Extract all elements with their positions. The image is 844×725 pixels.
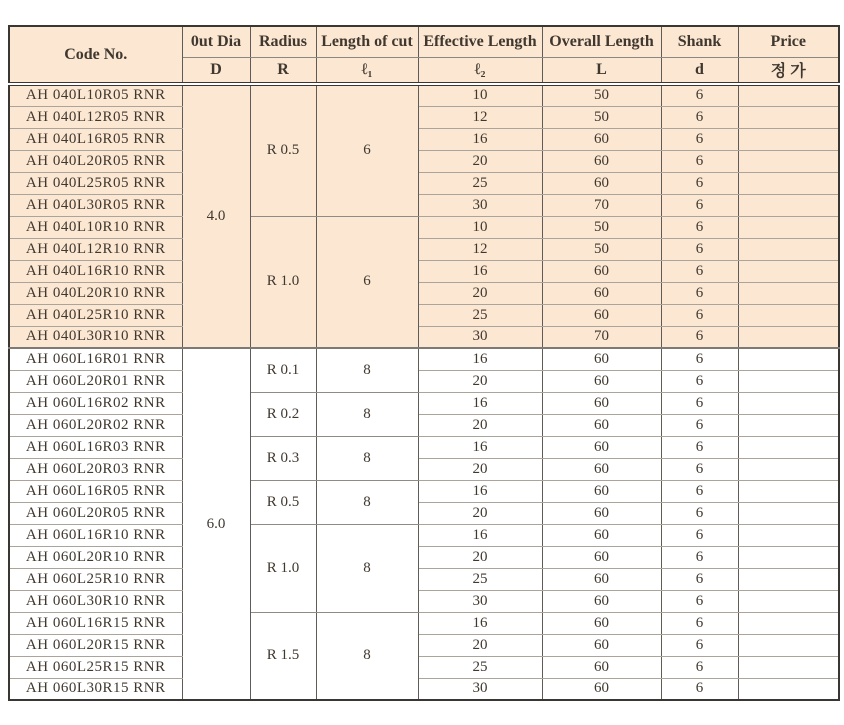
code-cell: AH 040L16R10 RNR	[9, 260, 182, 282]
subheader-radius-r: R	[250, 57, 316, 84]
overall-length-cell: 60	[542, 348, 661, 370]
price-cell	[738, 678, 839, 700]
code-cell: AH 040L12R05 RNR	[9, 106, 182, 128]
price-cell	[738, 436, 839, 458]
price-cell	[738, 238, 839, 260]
code-cell: AH 060L25R15 RNR	[9, 656, 182, 678]
table-row	[9, 414, 839, 436]
shank-cell: 6	[661, 194, 738, 216]
effective-length-cell: 16	[418, 612, 542, 634]
price-cell	[738, 326, 839, 348]
table-row	[9, 656, 839, 678]
effective-length-cell: 20	[418, 282, 542, 304]
shank-cell: 6	[661, 84, 738, 106]
overall-length-cell: 60	[542, 612, 661, 634]
effective-length-cell: 16	[418, 436, 542, 458]
table-row	[9, 172, 839, 194]
table-row	[9, 436, 839, 458]
table-header	[9, 26, 839, 84]
shank-cell: 6	[661, 282, 738, 304]
price-cell	[738, 172, 839, 194]
effective-length-cell: 20	[418, 370, 542, 392]
subheader-price-korean: 정 가	[738, 57, 839, 84]
overall-length-cell: 60	[542, 436, 661, 458]
effective-length-cell: 10	[418, 216, 542, 238]
shank-cell: 6	[661, 612, 738, 634]
price-cell	[738, 128, 839, 150]
code-cell: AH 040L30R10 RNR	[9, 326, 182, 348]
code-cell: AH 060L20R05 RNR	[9, 502, 182, 524]
effective-length-cell: 16	[418, 524, 542, 546]
out-dia-cell: 6.0	[182, 348, 250, 700]
code-cell: AH 060L20R15 RNR	[9, 634, 182, 656]
header-price: Price	[738, 26, 839, 57]
effective-length-cell: 16	[418, 348, 542, 370]
shank-cell: 6	[661, 634, 738, 656]
table-row	[9, 128, 839, 150]
code-cell: AH 040L25R05 RNR	[9, 172, 182, 194]
header-overall-length: Overall Length	[542, 26, 661, 57]
radius-cell: R 0.5	[250, 480, 316, 524]
header-code-no: Code No.	[9, 26, 182, 84]
overall-length-cell: 60	[542, 656, 661, 678]
price-cell	[738, 282, 839, 304]
shank-cell: 6	[661, 546, 738, 568]
subheader-diameter-d: D	[182, 57, 250, 84]
effective-length-cell: 16	[418, 480, 542, 502]
effective-length-cell: 25	[418, 172, 542, 194]
effective-length-cell: 20	[418, 502, 542, 524]
price-cell	[738, 568, 839, 590]
price-cell	[738, 304, 839, 326]
code-cell: AH 040L25R10 RNR	[9, 304, 182, 326]
shank-cell: 6	[661, 370, 738, 392]
price-cell	[738, 348, 839, 370]
cut-length-cell: 8	[316, 348, 418, 392]
overall-length-cell: 60	[542, 634, 661, 656]
overall-length-cell: 60	[542, 370, 661, 392]
overall-length-cell: 60	[542, 414, 661, 436]
price-cell	[738, 392, 839, 414]
code-cell: AH 040L20R10 RNR	[9, 282, 182, 304]
table-row	[9, 282, 839, 304]
price-cell	[738, 106, 839, 128]
effective-length-cell: 25	[418, 656, 542, 678]
cut-length-cell: 8	[316, 392, 418, 436]
table-row	[9, 84, 839, 106]
header-radius: Radius	[250, 26, 316, 57]
table-body	[9, 84, 839, 700]
price-cell	[738, 612, 839, 634]
code-cell: AH 060L16R10 RNR	[9, 524, 182, 546]
effective-length-cell: 30	[418, 194, 542, 216]
table-row	[9, 634, 839, 656]
code-cell: AH 060L30R15 RNR	[9, 678, 182, 700]
table-row	[9, 502, 839, 524]
shank-cell: 6	[661, 260, 738, 282]
table-row	[9, 326, 839, 348]
shank-cell: 6	[661, 656, 738, 678]
overall-length-cell: 60	[542, 590, 661, 612]
radius-cell: R 1.0	[250, 216, 316, 348]
price-cell	[738, 546, 839, 568]
overall-length-cell: 60	[542, 546, 661, 568]
effective-length-cell: 20	[418, 634, 542, 656]
shank-cell: 6	[661, 414, 738, 436]
effective-length-cell: 16	[418, 392, 542, 414]
shank-cell: 6	[661, 304, 738, 326]
overall-length-cell: 60	[542, 128, 661, 150]
overall-length-cell: 60	[542, 304, 661, 326]
cut-length-cell: 8	[316, 480, 418, 524]
catalog-table	[8, 25, 840, 701]
shank-cell: 6	[661, 238, 738, 260]
table-row	[9, 106, 839, 128]
code-cell: AH 060L16R02 RNR	[9, 392, 182, 414]
overall-length-cell: 70	[542, 326, 661, 348]
overall-length-cell: 60	[542, 172, 661, 194]
effective-length-cell: 20	[418, 458, 542, 480]
cut-length-cell: 8	[316, 436, 418, 480]
overall-length-cell: 60	[542, 524, 661, 546]
overall-length-cell: 60	[542, 392, 661, 414]
radius-cell: R 0.2	[250, 392, 316, 436]
code-cell: AH 060L16R15 RNR	[9, 612, 182, 634]
subheader-cut-l1: ℓ₁	[316, 57, 418, 84]
shank-cell: 6	[661, 216, 738, 238]
table-row	[9, 568, 839, 590]
effective-length-cell: 16	[418, 260, 542, 282]
table-row	[9, 238, 839, 260]
code-cell: AH 060L16R01 RNR	[9, 348, 182, 370]
price-cell	[738, 590, 839, 612]
table-row	[9, 480, 839, 502]
overall-length-cell: 50	[542, 238, 661, 260]
radius-cell: R 0.3	[250, 436, 316, 480]
code-cell: AH 040L16R05 RNR	[9, 128, 182, 150]
subheader-shank-d: d	[661, 57, 738, 84]
overall-length-cell: 60	[542, 150, 661, 172]
code-cell: AH 060L16R03 RNR	[9, 436, 182, 458]
price-cell	[738, 260, 839, 282]
shank-cell: 6	[661, 392, 738, 414]
price-cell	[738, 216, 839, 238]
code-cell: AH 060L20R03 RNR	[9, 458, 182, 480]
table-row	[9, 678, 839, 700]
price-cell	[738, 414, 839, 436]
radius-cell: R 0.5	[250, 84, 316, 216]
table-row	[9, 458, 839, 480]
code-cell: AH 060L20R02 RNR	[9, 414, 182, 436]
cut-length-cell: 6	[316, 84, 418, 216]
shank-cell: 6	[661, 150, 738, 172]
table-row	[9, 370, 839, 392]
table-row	[9, 348, 839, 370]
radius-cell: R 0.1	[250, 348, 316, 392]
effective-length-cell: 20	[418, 150, 542, 172]
table-row	[9, 304, 839, 326]
effective-length-cell: 30	[418, 678, 542, 700]
effective-length-cell: 12	[418, 106, 542, 128]
shank-cell: 6	[661, 128, 738, 150]
price-cell	[738, 84, 839, 106]
shank-cell: 6	[661, 568, 738, 590]
code-cell: AH 040L30R05 RNR	[9, 194, 182, 216]
code-cell: AH 040L10R05 RNR	[9, 84, 182, 106]
shank-cell: 6	[661, 502, 738, 524]
shank-cell: 6	[661, 326, 738, 348]
code-cell: AH 060L20R10 RNR	[9, 546, 182, 568]
shank-cell: 6	[661, 348, 738, 370]
effective-length-cell: 25	[418, 304, 542, 326]
radius-cell: R 1.0	[250, 524, 316, 612]
header-out-dia: 0ut Dia	[182, 26, 250, 57]
price-cell	[738, 370, 839, 392]
shank-cell: 6	[661, 106, 738, 128]
cut-length-cell: 8	[316, 524, 418, 612]
out-dia-cell: 4.0	[182, 84, 250, 348]
shank-cell: 6	[661, 436, 738, 458]
header-effective-length: Effective Length	[418, 26, 542, 57]
price-cell	[738, 458, 839, 480]
overall-length-cell: 60	[542, 282, 661, 304]
overall-length-cell: 60	[542, 458, 661, 480]
shank-cell: 6	[661, 172, 738, 194]
shank-cell: 6	[661, 524, 738, 546]
overall-length-cell: 50	[542, 216, 661, 238]
effective-length-cell: 12	[418, 238, 542, 260]
price-cell	[738, 634, 839, 656]
table-row	[9, 194, 839, 216]
shank-cell: 6	[661, 458, 738, 480]
effective-length-cell: 20	[418, 414, 542, 436]
subheader-overall-L: L	[542, 57, 661, 84]
table-row	[9, 216, 839, 238]
effective-length-cell: 30	[418, 326, 542, 348]
table-row	[9, 612, 839, 634]
code-cell: AH 040L10R10 RNR	[9, 216, 182, 238]
overall-length-cell: 60	[542, 260, 661, 282]
code-cell: AH 060L30R10 RNR	[9, 590, 182, 612]
effective-length-cell: 30	[418, 590, 542, 612]
overall-length-cell: 60	[542, 502, 661, 524]
subheader-effective-l2: ℓ₂	[418, 57, 542, 84]
effective-length-cell: 10	[418, 84, 542, 106]
code-cell: AH 060L20R01 RNR	[9, 370, 182, 392]
table-row	[9, 392, 839, 414]
overall-length-cell: 50	[542, 106, 661, 128]
code-cell: AH 040L20R05 RNR	[9, 150, 182, 172]
code-cell: AH 040L12R10 RNR	[9, 238, 182, 260]
overall-length-cell: 60	[542, 480, 661, 502]
header-shank: Shank	[661, 26, 738, 57]
code-cell: AH 060L25R10 RNR	[9, 568, 182, 590]
overall-length-cell: 60	[542, 678, 661, 700]
table-row	[9, 150, 839, 172]
price-cell	[738, 150, 839, 172]
overall-length-cell: 50	[542, 84, 661, 106]
radius-cell: R 1.5	[250, 612, 316, 700]
effective-length-cell: 25	[418, 568, 542, 590]
code-cell: AH 060L16R05 RNR	[9, 480, 182, 502]
effective-length-cell: 16	[418, 128, 542, 150]
table-row	[9, 546, 839, 568]
overall-length-cell: 70	[542, 194, 661, 216]
price-cell	[738, 656, 839, 678]
price-cell	[738, 502, 839, 524]
shank-cell: 6	[661, 480, 738, 502]
cut-length-cell: 8	[316, 612, 418, 700]
table-row	[9, 524, 839, 546]
header-length-of-cut: Length of cut	[316, 26, 418, 57]
price-cell	[738, 524, 839, 546]
price-cell	[738, 194, 839, 216]
shank-cell: 6	[661, 590, 738, 612]
effective-length-cell: 20	[418, 546, 542, 568]
cut-length-cell: 6	[316, 216, 418, 348]
shank-cell: 6	[661, 678, 738, 700]
overall-length-cell: 60	[542, 568, 661, 590]
price-cell	[738, 480, 839, 502]
table-row	[9, 260, 839, 282]
table-row	[9, 590, 839, 612]
